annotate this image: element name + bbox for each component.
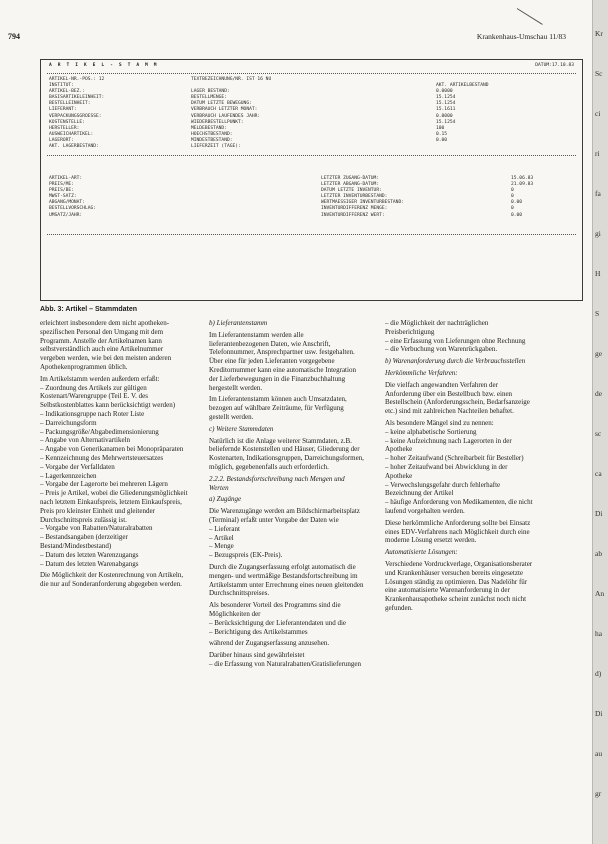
- printout-line: PREIS/ME:: [49, 182, 74, 188]
- printout-block2-left: [49, 176, 96, 219]
- edge-fragment: ab: [595, 549, 603, 558]
- printout-line: MWST-SATZ:: [49, 194, 77, 200]
- printout-line: 21.09.83: [511, 182, 534, 188]
- printout-line: 0: [511, 194, 514, 200]
- paragraph: – keine alphabetische Sortierung: [385, 427, 477, 436]
- printout-line: LIEFERZEIT (TAGE):: [191, 144, 241, 150]
- paragraph: Darüber hinaus sind gewährleistet: [209, 651, 305, 660]
- printout-line: AKT. LAGERBESTAND:: [49, 144, 99, 150]
- printout-line: WIEDERBESTELLPUNKT:: [191, 119, 244, 125]
- paragraph: – die Möglichkeit der nachträglichen Preisberichtigung: [385, 319, 489, 336]
- printout-line: ARTIKEL-NR.-POS.: 12: [49, 77, 105, 82]
- paragraph: – Preis je Artikel, wobei die Gliederungsmöglichkeit nach letztem Einkaufspreis, letztem Einkaufspreis, Preis pro kleinster Einheit und gleitender Durchschnittspreis zulässig ist.: [40, 489, 188, 524]
- paragraph: – Berücksichtigung der Lieferantendaten und die: [209, 618, 347, 627]
- edge-fragment: S: [595, 309, 600, 318]
- paragraph: – hoher Zeitaufwand (Schreibarbeit für Besteller): [385, 454, 524, 463]
- printout-line: VERBRAUCH LETZTER MONAT:: [191, 107, 258, 113]
- edge-fragment: Di: [595, 509, 603, 518]
- printout-figure: [40, 59, 583, 301]
- paragraph: Als besondere Mängel sind zu nennen:: [385, 418, 494, 427]
- section-heading: a) Zugänge: [209, 495, 242, 504]
- printout-line: 0.0000: [436, 113, 453, 119]
- printout-line: 0.00: [436, 137, 448, 143]
- section-heading: 2.2.2. Bestandsfortschreibung nach Mengen und Werten: [209, 474, 345, 492]
- printout-line: 0.00: [511, 212, 523, 218]
- paragraph: – Datum des letzten Warenzugangs: [40, 550, 139, 559]
- printout-line: VERBRAUCH LAUFENDES JAHR:: [191, 113, 261, 119]
- printout-line: AKT. ARTIKELBESTAND: [436, 83, 489, 89]
- printout-line: LETZTER ZUGANG-DATUM:: [321, 176, 380, 181]
- printout-line: AUSWEICHARTIKEL:: [49, 131, 94, 137]
- printout-line: LETZTER ABGANG-DATUM:: [321, 182, 380, 188]
- edge-fragment: ha: [595, 629, 603, 638]
- paragraph: Diese herkömmliche Anforderung sollte bei Einsatz eines EDV-Verfahrens nach Möglichkeit durch eine moderne Lösung ersetzt werden.: [385, 518, 531, 545]
- page-number: 794: [8, 32, 20, 41]
- edge-fragment: ci: [595, 109, 601, 118]
- paragraph: Die Möglichkeit der Kostenrechnung von Artikeln, die nur auf Sonderanforderung abgegeben werden.: [40, 571, 184, 589]
- printout-line: 0.15: [436, 131, 448, 137]
- edge-fragment: An: [595, 589, 605, 598]
- paragraph: – Artikel: [209, 533, 234, 542]
- paragraph: – hoher Zeitaufwand bei Abwicklung in der Apotheke: [385, 462, 508, 480]
- printout-rule: [47, 73, 576, 74]
- paragraph: Durch die Zugangserfassung erfolgt automatisch die mengen- und wertmäßige Bestandsfortschreibung im Artikelstamm unter Errechnung eines neuen gleitenden Durchschnittspreises.: [209, 562, 364, 598]
- paragraph: – Datum des letzten Warenabgangs: [40, 559, 139, 568]
- printout-line: 0.00: [511, 200, 523, 206]
- section-heading: Automatisierte Lösungen:: [385, 548, 458, 557]
- printout-line: TEXTBEZEICHNUNG/NR. IST 16 NU: [191, 77, 272, 82]
- edge-fragment: sc: [595, 429, 602, 438]
- edge-fragment: H: [595, 269, 601, 278]
- paragraph: erleichtert insbesondere dem nicht apotheken-spezifischen Personal den Umgang mit dem Programm. Anstelle der Artikelnamen kann selbstverständlich auch eine Artikelnummer vergeben werden, wie bei den meisten anderen Apothekenprogrammen üblich.: [40, 319, 172, 371]
- paragraph: – Verwechslungsgefahr durch fehlerhafte Bezeichnung der Artikel: [385, 480, 501, 498]
- paragraph: Natürlich ist die Anlage weiterer Stammdaten, z.B. beliefernde Kostenstellen und Häuser, Gliederung der Kostenarten, Indikationsgruppen, Darreichungsformen, möglich, gegebenenfalls auch erforderlich.: [209, 436, 364, 471]
- paragraph: – Vorgabe der Lagerorte bei mehreren Lägern: [40, 480, 168, 489]
- printout-line: 15.1254: [436, 101, 456, 107]
- paragraph: – Kennzeichnung des Mehrwertsteuersatzes: [40, 453, 164, 462]
- paragraph: – keine Aufzeichnung nach Lagerorten in der Apotheke: [385, 436, 512, 454]
- printout-line: HOECHSTBESTAND:: [191, 131, 233, 137]
- printout-rule: [47, 155, 576, 156]
- printout-line: LAGERORT:: [49, 137, 74, 143]
- printout-line: ARTIKEL-BEZ.:: [49, 89, 85, 95]
- printout-block2-right: [511, 176, 533, 219]
- text-column-3: [385, 319, 535, 613]
- section-heading: b) Warenanforderung durch die Verbrauchsstellen: [385, 357, 526, 366]
- running-title: Krankenhaus-Umschau 11/83: [476, 32, 566, 41]
- printout-date: DATUM:17.10.83: [535, 63, 574, 68]
- printout-line: INVENTURDIFFERENZ MENGE:: [321, 206, 388, 212]
- printout-line: MELDEBESTAND:: [191, 125, 227, 131]
- edge-fragment: gi: [595, 229, 601, 238]
- printout-line: HERSTELLER:: [49, 125, 80, 131]
- paragraph: – Zuordnung des Artikels zur gültigen Kostenart/Warengruppe (Teil E. V. des Selbstkostenblattes kann berücksichtigt werden): [40, 383, 176, 410]
- edge-fragment: ca: [595, 469, 602, 478]
- paragraph: während der Zugangserfassung anzusehen.: [209, 639, 330, 648]
- printout-line: WERTMAESSIGER INVENTURBESTAND:: [321, 200, 404, 206]
- paragraph: Als besonderer Vorteil des Programms sind die Möglichkeiten der: [209, 601, 341, 618]
- edge-fragment: Di: [595, 709, 603, 718]
- edge-fragment: Sc: [595, 69, 603, 78]
- printout-line: DATUM LETZTE BEWEGUNG:: [191, 101, 252, 107]
- edge-fragment: fa: [595, 189, 601, 198]
- printout-line: BESTELLMENGE:: [191, 95, 227, 101]
- paragraph: – die Erfassung von Naturalrabatten/Gratislieferungen: [209, 659, 362, 668]
- printout-line: KOSTENSTELLE:: [49, 119, 85, 125]
- printout-block1-right: [436, 77, 489, 150]
- printout-line: [436, 144, 489, 150]
- edge-fragment: ge: [595, 349, 603, 358]
- adjacent-page-edge: [592, 0, 608, 844]
- printout-line: 15.1611: [436, 107, 456, 113]
- section-heading: Herkömmliche Verfahren:: [385, 368, 458, 377]
- paragraph: – Vorgabe der Verfalldaten: [40, 462, 115, 471]
- paragraph: – Bestandsangaben (derzeitiger Bestand/Mindestbestand): [40, 533, 128, 550]
- printout-block1-left: [49, 77, 104, 150]
- printout-rule: [47, 234, 576, 235]
- printout-line: 15.1254: [436, 119, 456, 125]
- edge-fragment: d): [595, 669, 602, 678]
- paragraph: Im Lieferantenstamm können auch Umsatzdaten, bezogen auf wählbare Zeiträume, für Verfügung gestellt werden.: [209, 395, 347, 421]
- printout-block2-mid: [321, 176, 404, 219]
- paragraph: – Packungsgröße/Abgabedimensionierung: [40, 427, 159, 436]
- printout-line: 0: [511, 206, 514, 212]
- paragraph: Im Lieferantenstamm werden alle lieferantenbezogenen Daten, wie Anschrift, Telefonnummer, Ansprechpartner usw. festgehalten. Über eine für jeden Lieferanten vorgegebene Kreditornummer kann eine automatische Integration der Lieferbewegungen in die Finanzbuchhaltung hergestellt werden.: [209, 330, 356, 392]
- printout-line: INVENTURDIFFERENZ WERT:: [321, 212, 385, 218]
- printout-line: VERPACKUNGSGROESSE:: [49, 113, 102, 119]
- paragraph: Die Warenzugänge werden am Bildschirmarbeitsplatz (Terminal) erfaßt unter Vorgabe der Daten wie: [209, 507, 360, 524]
- paragraph: – eine Erfassung von Lieferungen ohne Rechnung: [385, 336, 526, 345]
- printout-block1-mid: [191, 77, 271, 150]
- printout-line: LIEFERANT:: [49, 107, 77, 113]
- printout-line: 100: [436, 125, 445, 131]
- paragraph: – die Verbuchung von Warenrückgaben.: [385, 345, 498, 354]
- printout-line: ABGANG/MONAT:: [49, 200, 85, 206]
- paragraph: – Vorgabe von Rabatten/Naturalrabatten: [40, 524, 153, 533]
- paragraph: – Lagerkennzeichen: [40, 471, 97, 480]
- paragraph: – Berichtigung des Artikelstammes: [209, 627, 308, 636]
- paragraph: – Indikationsgruppe nach Roter Liste: [40, 409, 145, 418]
- scan-mark: [517, 8, 543, 25]
- edge-fragment: ri: [595, 149, 600, 158]
- printout-line: 15.06.83: [511, 176, 534, 181]
- edge-fragment: au: [595, 749, 603, 758]
- printout-line: BESTELLVORSCHLAG:: [49, 206, 97, 212]
- paragraph: – Angabe von Generikanamen bei Monopräparaten: [40, 445, 184, 454]
- section-heading: c) Weitere Stammdaten: [209, 424, 274, 433]
- figure-caption: Abb. 3: Artikel – Stammdaten: [40, 306, 137, 313]
- printout-line: DATUM LETZTE INVENTUR:: [321, 188, 382, 194]
- text-column-2: [209, 319, 365, 669]
- paragraph: – Darreichungsform: [40, 418, 97, 427]
- edge-fragment: gr: [595, 789, 602, 798]
- printout-line: LAGER BESTAND:: [191, 89, 230, 95]
- text-column-1: [40, 319, 188, 589]
- printout-line: LETZTER INVENTURBESTAND:: [321, 194, 388, 200]
- printout-line: PREIS/BE:: [49, 188, 74, 194]
- section-heading: b) Lieferantenstamm: [209, 319, 268, 327]
- printout-line: 15.1254: [436, 95, 456, 101]
- paragraph: – Lieferant: [209, 524, 240, 533]
- printout-line: 0: [511, 188, 514, 194]
- paragraph: – häufige Anforderung von Medikamenten, die nicht laufend vorgehalten werden.: [385, 498, 533, 515]
- paragraph: – Menge: [209, 542, 234, 551]
- paragraph: Die vielfach angewandten Verfahren der Anforderung über ein Bestellbuch bzw. einen Bestellschein (Anforderungsschein, Bedarfsanzeige etc.) sind mit zahlreichen Nachteilen behaftet.: [385, 380, 530, 416]
- paragraph: – Bezugspreis (EK-Preis).: [209, 551, 283, 560]
- edge-fragment: de: [595, 389, 603, 398]
- printout-line: 0.0000: [436, 89, 453, 95]
- edge-fragment: Kr: [595, 29, 603, 38]
- printout-line: INSTITUT:: [49, 83, 74, 89]
- printout-line: BASISARTIKELEINHEIT:: [49, 95, 105, 101]
- printout-line: MINDESTBESTAND:: [191, 137, 233, 143]
- paragraph: Im Artikelstamm werden außerdem erfaßt:: [40, 374, 160, 383]
- printout-line: BESTELLEINHEIT:: [49, 101, 91, 107]
- printout-line: UMSATZ/JAHR:: [49, 212, 83, 218]
- printout-title: A R T I K E L - S T A M M: [49, 63, 159, 68]
- paragraph: Verschiedene Vordruckverlage, Organisationsberater und Krankenhäuser versuchen bereits eingesetzte Lösungen ständig zu optimieren. Das Nadelöhr für eine automatisierte Warenanforderung in der Krankenhausapotheke scheint zunächst noch nicht gefunden.: [385, 559, 533, 612]
- paragraph: – Angabe von Alternativartikeln: [40, 436, 131, 445]
- printout-line: ARTIKEL-ART:: [49, 176, 83, 181]
